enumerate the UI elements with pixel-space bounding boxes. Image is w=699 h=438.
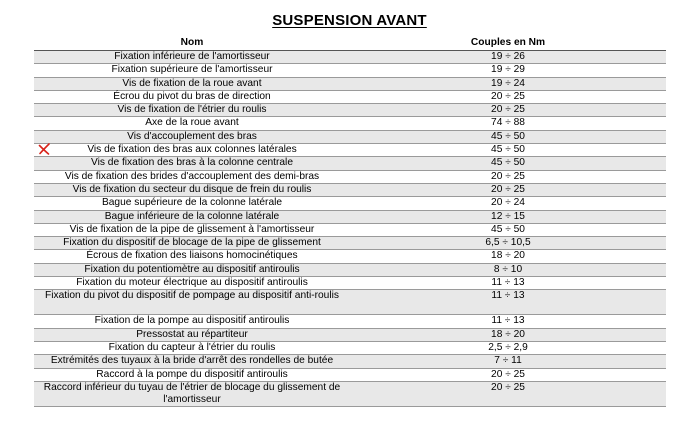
row-value: 19 ÷ 24 [491, 77, 525, 89]
table-row [34, 250, 666, 263]
row-value: 20 ÷ 25 [491, 90, 525, 102]
row-name: Fixation du capteur à l'étrier du roulis [108, 341, 276, 353]
table-row [34, 104, 666, 117]
row-value: 20 ÷ 25 [491, 183, 525, 195]
row-name: Vis de fixation de la pipe de glissement à l'amortisseur [69, 223, 315, 235]
row-value: 8 ÷ 10 [493, 263, 523, 275]
table-row [34, 342, 666, 355]
table-header [34, 36, 666, 51]
column-header-name: Nom [180, 37, 204, 48]
row-name: Axe de la roue avant [145, 117, 239, 129]
row-name: Fixation du moteur électrique au dispositif antiroulis [76, 277, 308, 289]
row-name: Vis de fixation de l'étrier du roulis [117, 104, 267, 116]
table-row [34, 91, 666, 104]
row-name: Vis de fixation des bras aux colonnes latérales [87, 144, 297, 156]
table-row [34, 237, 666, 250]
row-name: Fixation inférieure de l'amortisseur [114, 51, 270, 62]
row-value: 74 ÷ 88 [491, 117, 525, 129]
row-value: 11 ÷ 13 [491, 277, 525, 289]
row-value: 45 ÷ 50 [491, 144, 525, 156]
row-value: 45 ÷ 50 [491, 223, 525, 235]
table-row [34, 117, 666, 130]
torque-table [34, 36, 666, 407]
row-name: Vis de fixation de la roue avant [122, 77, 262, 89]
table-row [34, 290, 666, 315]
row-name: Vis de fixation du secteur du disque de frein du roulis [72, 183, 312, 195]
row-name: Vis de fixation des brides d'accouplement des demi-bras [64, 170, 320, 182]
row-name: Bague supérieure de la colonne latérale [101, 197, 283, 209]
row-name: Fixation du potentiomètre au dispositif antiroulis [84, 263, 300, 275]
table-row [34, 131, 666, 144]
table-row [34, 184, 666, 197]
row-value: 6,5 ÷ 10,5 [485, 237, 531, 249]
row-name: Raccord à la pompe du dispositif antiroulis [96, 368, 288, 380]
row-name: Écrou du pivot du bras de direction [113, 90, 271, 102]
row-name: Extrémités des tuyaux à la bride d'arrêt des rondelles de butée [50, 355, 334, 367]
row-name: Fixation du pivot du dispositif de pompage au dispositif anti-roulis [45, 290, 339, 302]
table-row [34, 51, 666, 64]
row-value: 20 ÷ 24 [491, 197, 525, 209]
row-name: Raccord inférieur du tuyau de l'étrier de blocage du glissement de l'amortisseur [43, 381, 341, 406]
page-title: SUSPENSION AVANT [272, 12, 427, 29]
row-name: Vis d'accouplement des bras [127, 130, 257, 142]
table-row [34, 64, 666, 77]
table-row [34, 171, 666, 184]
row-value: 45 ÷ 50 [491, 130, 525, 142]
table-row [34, 382, 666, 408]
table-row [34, 329, 666, 342]
table-row [34, 277, 666, 290]
table-row [34, 197, 666, 210]
row-value: 12 ÷ 15 [491, 210, 525, 222]
row-value: 20 ÷ 25 [491, 368, 525, 380]
table-row [34, 369, 666, 382]
red-cross-mark-icon [38, 143, 50, 155]
row-value: 11 ÷ 13 [491, 315, 525, 327]
row-name: Fixation supérieure de l'amortisseur [111, 64, 273, 76]
row-name: Pressostat au répartiteur [136, 328, 248, 340]
row-value: 18 ÷ 20 [491, 328, 525, 340]
table-row [34, 355, 666, 368]
row-value: 20 ÷ 25 [491, 170, 525, 182]
row-value: 19 ÷ 29 [491, 64, 525, 76]
row-value: 19 ÷ 26 [491, 51, 525, 62]
table-row [34, 157, 666, 170]
table-row [34, 315, 666, 328]
row-value: 18 ÷ 20 [491, 250, 525, 262]
table-row [34, 78, 666, 91]
row-value: 45 ÷ 50 [491, 157, 525, 169]
table-row [34, 224, 666, 237]
row-value: 2,5 ÷ 2,9 [488, 341, 528, 353]
row-name: Fixation du dispositif de blocage de la pipe de glissement [63, 237, 321, 249]
row-name: Écrous de fixation des liaisons homocinétiques [86, 250, 298, 262]
row-value: 11 ÷ 13 [491, 290, 525, 302]
column-header-torque: Couples en Nm [470, 37, 546, 48]
row-value: 20 ÷ 25 [491, 104, 525, 116]
row-name: Fixation de la pompe au dispositif antiroulis [94, 315, 290, 327]
row-name: Bague inférieure de la colonne latérale [104, 210, 280, 222]
table-row [34, 264, 666, 277]
table-row [34, 144, 666, 157]
row-name: Vis de fixation des bras à la colonne centrale [91, 157, 293, 169]
table-row [34, 211, 666, 224]
row-value: 7 ÷ 11 [494, 355, 522, 367]
row-value: 20 ÷ 25 [491, 381, 525, 393]
